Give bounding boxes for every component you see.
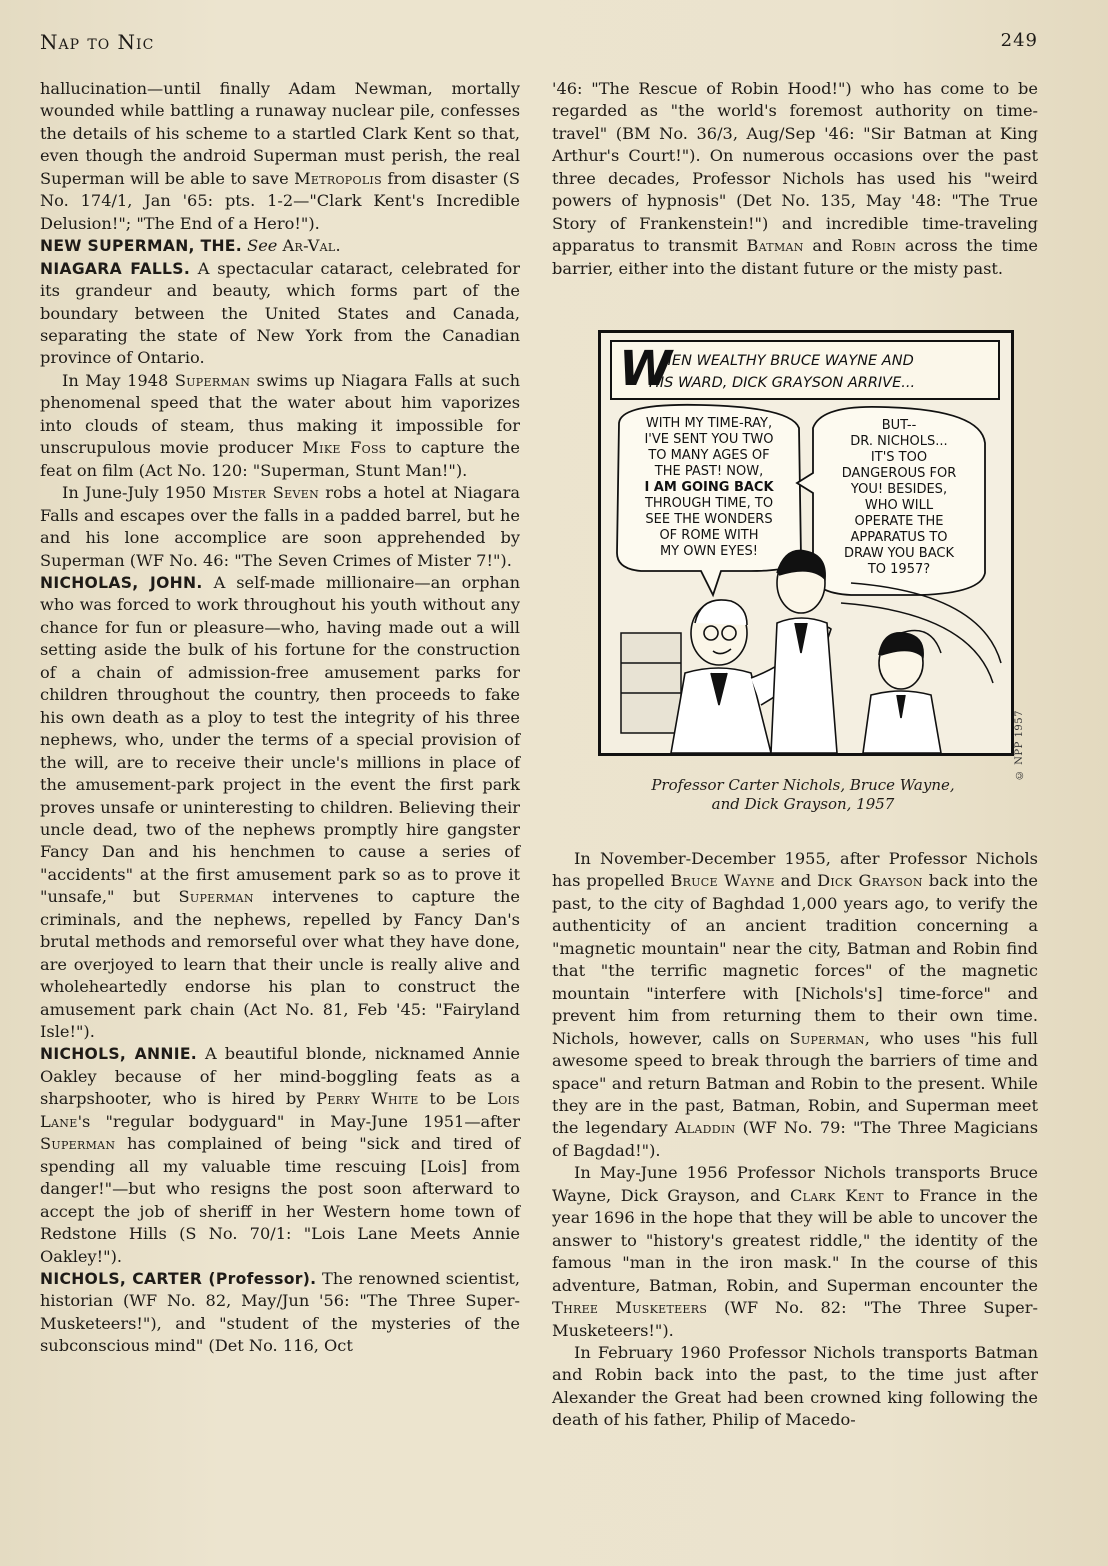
svg-text:APPARATUS TO: APPARATUS TO bbox=[850, 530, 948, 545]
svg-text:I AM GOING BACK: I AM GOING BACK bbox=[644, 480, 774, 495]
entry-nicholas-john: NICHOLAS, JOHN. A self-made millionaire—an orphan who was forced to work throughout his youth without any chance for fun or pleasure—who, having made out a will setting aside the bulk of his fortune for the construction of a chain of admission-free amusement parks for children throughout the country, then proceeds to fake his own death as a ploy to test the integrity of his three nephews, who, under the terms of a special provision of the will, are to receive their uncle's millions in place of the amusement-park project in the event the first park proves unsafe or uninteresting to children. Believing their uncle dead, two of the nephews promptly hire gangster Fancy Dan and his henchmen to cause a series of "accidents" at the first amusement park so as to prove it "unsafe," but Superman intervenes to capture the criminals, and the nephews, repelled by Fancy Dan's brutal methods and remorseful over what they have done, are overjoyed to learn that their uncle is really alive and wholeheartedly endorse his plan to construct the amusement park chain (Act No. 81, Feb '45: "Fairyland Isle!"). bbox=[40, 572, 520, 1042]
svg-text:TO MANY AGES OF: TO MANY AGES OF bbox=[648, 448, 770, 463]
paragraph: In November-December 1955, after Professor Nichols has propelled Bruce Wayne and Dick Grayson back into the past, to the city of Baghdad 1,000 years ago, to verify the authenticity of an ancient tradition concerning a "magnetic mountain" near the city, Batman and Robin find that "the terrific magnetic forces" of the magnetic mountain "interfere with [Nichols's] time-force" and prevent him from returning them to their own time. Nichols, however, calls on Superman, who uses "his full awesome speed to break through the barriers of time and space" and return Batman and Robin to the present. While they are in the past, Batman, Robin, and Superman meet the legendary Aladdin (WF No. 79: "The Three Magicians of Bagdad!"). bbox=[552, 849, 1039, 1160]
right-column-lower bbox=[552, 848, 1038, 1432]
left-column bbox=[40, 78, 520, 1358]
svg-text:MY OWN EYES!: MY OWN EYES! bbox=[659, 544, 759, 559]
svg-text:THE PAST! NOW,: THE PAST! NOW, bbox=[654, 464, 764, 479]
paragraph: hallucination—until finally Adam Newman, mortally wounded while battling a runaway nuclear pile, confesses the details of his scheme to a startled Clark Kent so that, even though the android Superman must perish, the real Superman will be able to save Metropolis from disaster (S No. 174/1, Jan '65: pts. 1-2—"Clark Kent's Incredible Delusion!"; "The End of a Hero!"). bbox=[40, 79, 520, 233]
svg-text:OPERATE THE: OPERATE THE bbox=[854, 514, 944, 529]
entry-heading: NIAGARA FALLS. bbox=[40, 259, 191, 278]
entry-new-superman: NEW SUPERMAN, THE. See Ar-Val. bbox=[40, 236, 341, 256]
svg-text:BUT--: BUT-- bbox=[881, 418, 917, 433]
svg-text:TO 1957?: TO 1957? bbox=[867, 562, 931, 577]
comic-illustration bbox=[601, 333, 1011, 753]
paragraph: In May 1948 Superman swims up Niagara Falls at such phenomenal speed that the water about him vaporizes into clouds of steam, thus making it impossible for unscrupulous movie producer Mike Foss to capture the feat on film (Act No. 120: "Superman, Stunt Man!"). bbox=[40, 370, 520, 480]
copyright-notice: © NPP 1957 bbox=[1014, 709, 1025, 780]
section-title: Nap to Nic bbox=[40, 30, 155, 54]
svg-text:I'VE SENT YOU TWO: I'VE SENT YOU TWO bbox=[644, 432, 774, 447]
entry-heading: NEW SUPERMAN, THE. bbox=[40, 237, 242, 256]
comic-panel bbox=[598, 330, 1014, 756]
paragraph: In February 1960 Professor Nichols transports Batman and Robin back into the past, to the time just after Alexander the Great had been crowned king following the death of his father, Philip of Macedo- bbox=[552, 1342, 1038, 1430]
svg-text:DANGEROUS FOR: DANGEROUS FOR bbox=[841, 466, 957, 481]
entry-heading: NICHOLS, ANNIE. bbox=[40, 1045, 198, 1064]
entry-niagara-falls: NIAGARA FALLS. A spectacular cataract, celebrated for its grandeur and beauty, which forms part of the boundary between the United States and Canada, separating the state of New York from the Canadian province of Ontario. bbox=[40, 258, 520, 368]
entry-nichols-annie: NICHOLS, ANNIE. A beautiful blonde, nicknamed Annie Oakley because of her mind-boggling feats as a sharpshooter, who is hired by Perry White to be Lois Lane's "regular bodyguard" in May-June 1951—after Superman has complained of being "sick and tired of spending all my valuable time rescuing [Lois] from danger!"—but who resigns the post soon afterward to accept the job of sheriff in her Western home town of Redstone Hills (S No. 70/1: "Lois Lane Meets Annie Oakley!"). bbox=[40, 1044, 520, 1266]
running-header bbox=[40, 30, 1038, 56]
entry-heading: NICHOLAS, JOHN. bbox=[40, 573, 203, 592]
svg-text:DRAW YOU BACK: DRAW YOU BACK bbox=[844, 546, 954, 561]
narration-line-1: HEN WEALTHY BRUCE WAYNE AND bbox=[661, 353, 914, 369]
svg-text:SEE THE WONDERS: SEE THE WONDERS bbox=[645, 512, 773, 527]
paragraph: In June-July 1950 Mister Seven robs a hotel at Niagara Falls and escapes over the falls in a padded barrel, but he and his lone accomplice are soon apprehended by Superman (WF No. 46: "The Seven Crimes of Mister 7!"). bbox=[40, 483, 520, 570]
svg-text:DR. NICHOLS...: DR. NICHOLS... bbox=[850, 434, 948, 449]
narration-line-2: HIS WARD, DICK GRAYSON ARRIVE... bbox=[649, 375, 916, 391]
svg-text:WITH MY TIME-RAY,: WITH MY TIME-RAY, bbox=[645, 416, 773, 431]
balloon-1-text bbox=[644, 416, 775, 559]
right-column-upper bbox=[552, 78, 1038, 280]
paragraph: '46: "The Rescue of Robin Hood!") who has come to be regarded as "the world's foremost authority on time-travel" (BM No. 36/3, Aug/Sep '46: "Sir Batman at King Arthur's Court!"). On numerous occasions over the past three decades, Professor Nichols has used his "weird powers of hypnosis" (Det No. 135, May '48: "The True Story of Frankenstein!") and incredible time-traveling apparatus to transmit Batman and Robin across the time barrier, either into the distant future or the misty past. bbox=[552, 79, 1039, 278]
svg-text:WHO WILL: WHO WILL bbox=[864, 498, 934, 513]
figure-caption: Professor Carter Nichols, Bruce Wayne, and Dick Grayson, 1957 bbox=[651, 776, 955, 813]
dick-grayson-figure bbox=[863, 633, 941, 753]
paragraph: In May-June 1956 Professor Nichols transports Bruce Wayne, Dick Grayson, and Clark Kent to France in the year 1696 in the hope that they will be able to uncover the answer to "history's greatest riddle," the identity of the famous "man in the iron mask." In the course of this adventure, Batman, Robin, and Superman encounter the Three Musketeers (WF No. 82: "The Three Super-Musketeers!"). bbox=[552, 1163, 1039, 1340]
svg-text:IT'S TOO: IT'S TOO bbox=[870, 450, 928, 465]
narration-initial: W bbox=[619, 341, 672, 397]
svg-text:THROUGH TIME, TO: THROUGH TIME, TO bbox=[644, 496, 774, 511]
page-number: 249 bbox=[1000, 30, 1038, 51]
svg-text:YOU! BESIDES,: YOU! BESIDES, bbox=[850, 482, 948, 497]
svg-text:OF ROME WITH: OF ROME WITH bbox=[659, 528, 759, 543]
entry-nichols-carter: NICHOLS, CARTER (Professor). The renowned scientist, historian (WF No. 82, May/Jun '56: "The Three Super-Musketeers!"), and "student of the mysteries of the subconscious mind" (Det No. 116, Oct bbox=[40, 1269, 520, 1356]
entry-heading: NICHOLS, CARTER (Professor). bbox=[40, 1270, 317, 1289]
